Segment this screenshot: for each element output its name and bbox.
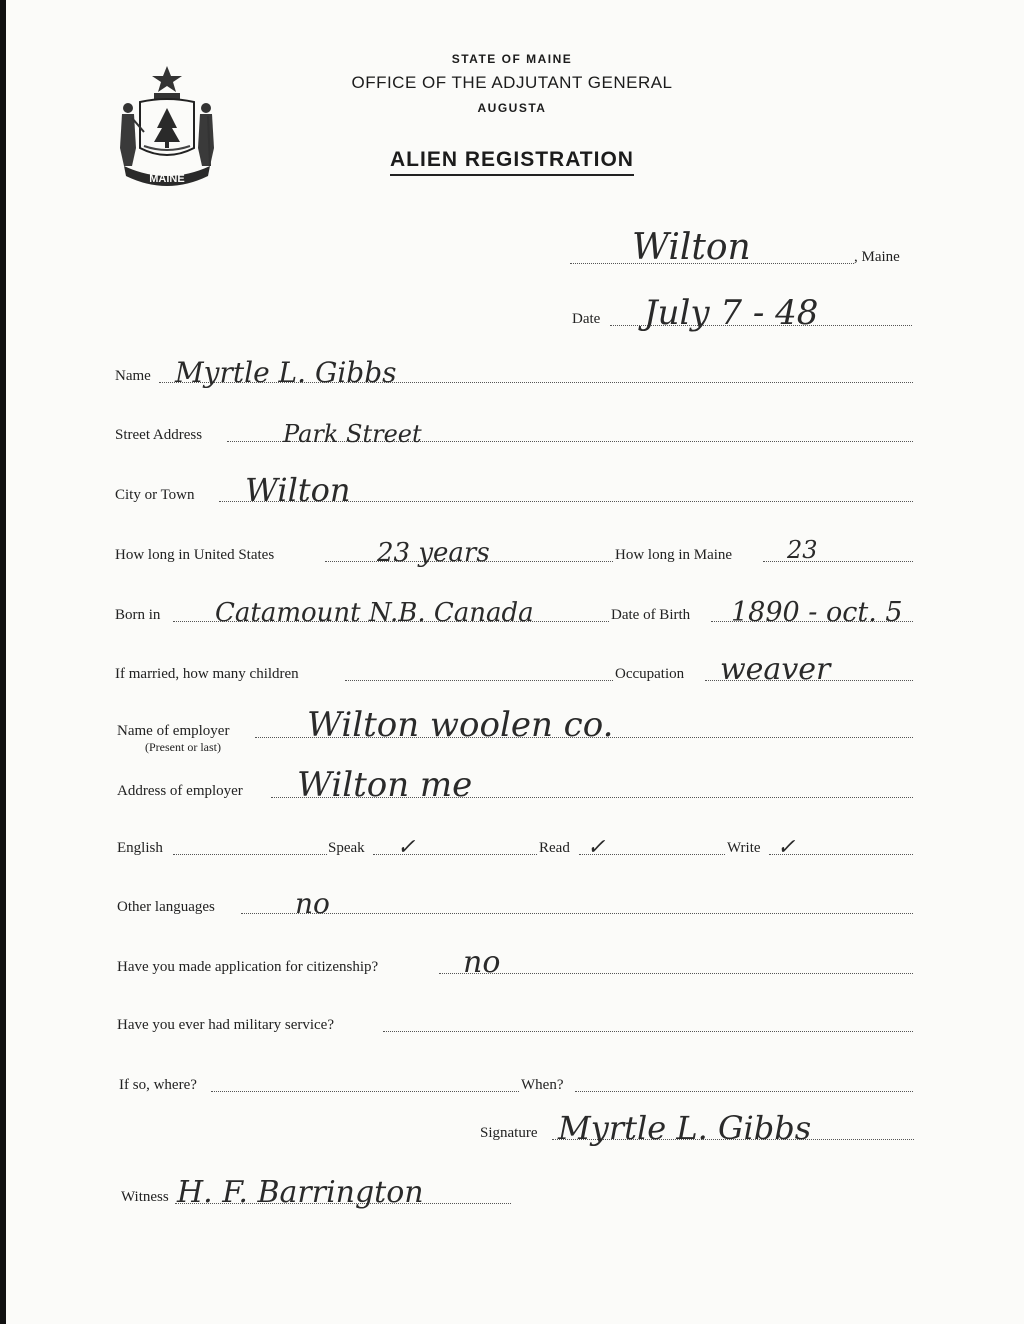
employer-name-label: Name of employer (117, 723, 230, 739)
citizenship-dots (439, 973, 913, 974)
where-label: If so, where? (119, 1077, 197, 1093)
children-label: If married, how many children (115, 666, 299, 682)
employer-name-sublabel: (Present or last) (145, 740, 221, 754)
field-employer-name (117, 705, 913, 754)
witness-row (121, 1175, 511, 1210)
field-children-occupation (115, 652, 913, 687)
other-languages-dots (241, 913, 913, 914)
field-where-when (119, 1066, 913, 1096)
field-english (117, 829, 913, 859)
witness-label: Witness (121, 1189, 169, 1205)
seal-banner-text: MAINE (149, 173, 185, 185)
speak-value: ✓ (397, 835, 416, 860)
read-value: ✓ (587, 835, 606, 860)
street-value: Park Street (283, 420, 422, 448)
military-dots (383, 1031, 913, 1032)
speak-label: Speak (328, 840, 365, 856)
name-label: Name (115, 368, 151, 384)
city-label: City or Town (115, 487, 195, 503)
header-state: STATE OF MAINE (451, 52, 573, 66)
born-in-label: Born in (115, 607, 161, 623)
street-label: Street Address (115, 427, 203, 443)
how-long-us-label: How long in United States (115, 547, 275, 563)
read-label: Read (539, 840, 570, 856)
employer-address-label: Address of employer (117, 783, 243, 799)
how-long-maine-value: 23 (787, 536, 818, 564)
employer-address-value: Wilton me (297, 765, 473, 805)
field-citizenship (117, 945, 913, 980)
write-value: ✓ (777, 835, 796, 860)
city-value: Wilton (245, 471, 351, 509)
header-city: AUGUSTA (477, 101, 547, 115)
date-value: July 7 - 48 (644, 293, 819, 333)
signature-value: Myrtle L. Gibbs (558, 1109, 812, 1147)
citizenship-value: no (463, 945, 501, 980)
how-long-maine-label: How long in Maine (615, 547, 733, 563)
english-label: English (117, 840, 163, 856)
children-dots (345, 680, 613, 681)
how-long-maine-dots (763, 561, 913, 562)
date-of-birth-value: 1890 - oct. 5 (731, 597, 903, 628)
employer-name-value: Wilton woolen co. (307, 705, 614, 745)
born-in-value: Catamount N.B. Canada (215, 598, 534, 628)
english-dots (173, 854, 327, 855)
scan-edge (0, 0, 6, 1324)
field-other-languages (117, 888, 913, 918)
where-dots (211, 1091, 519, 1092)
field-how-long (115, 536, 913, 566)
date-label: Date (572, 311, 601, 327)
signature-row (480, 1109, 914, 1147)
name-value: Myrtle L. Gibbs (175, 356, 397, 389)
field-military (117, 1006, 913, 1036)
header-office: OFFICE OF THE ADJUTANT GENERAL (351, 73, 673, 92)
date-row (572, 293, 912, 333)
date-of-birth-label: Date of Birth (611, 607, 691, 623)
write-label: Write (727, 840, 761, 856)
when-label: When? (521, 1077, 564, 1093)
signature-label: Signature (480, 1125, 538, 1141)
other-languages-value: no (295, 887, 330, 920)
field-employer-address (117, 765, 913, 805)
other-languages-label: Other languages (117, 899, 215, 915)
military-label: Have you ever had military service? (117, 1017, 334, 1033)
field-street (115, 416, 913, 446)
form-title-text: ALIEN REGISTRATION (390, 148, 634, 176)
location-suffix: , Maine (854, 249, 900, 265)
how-long-us-value: 23 years (377, 538, 490, 568)
occupation-label: Occupation (615, 666, 685, 682)
location-value: Wilton (632, 227, 751, 268)
location-row (570, 227, 915, 268)
when-dots (575, 1091, 913, 1092)
field-birth (115, 596, 913, 626)
witness-value: H. F. Barrington (177, 1175, 424, 1210)
field-name (115, 357, 913, 387)
form-title (0, 148, 1024, 172)
field-city (115, 471, 913, 509)
citizenship-label: Have you made application for citizenship? (117, 959, 379, 975)
occupation-value: weaver (720, 652, 831, 687)
